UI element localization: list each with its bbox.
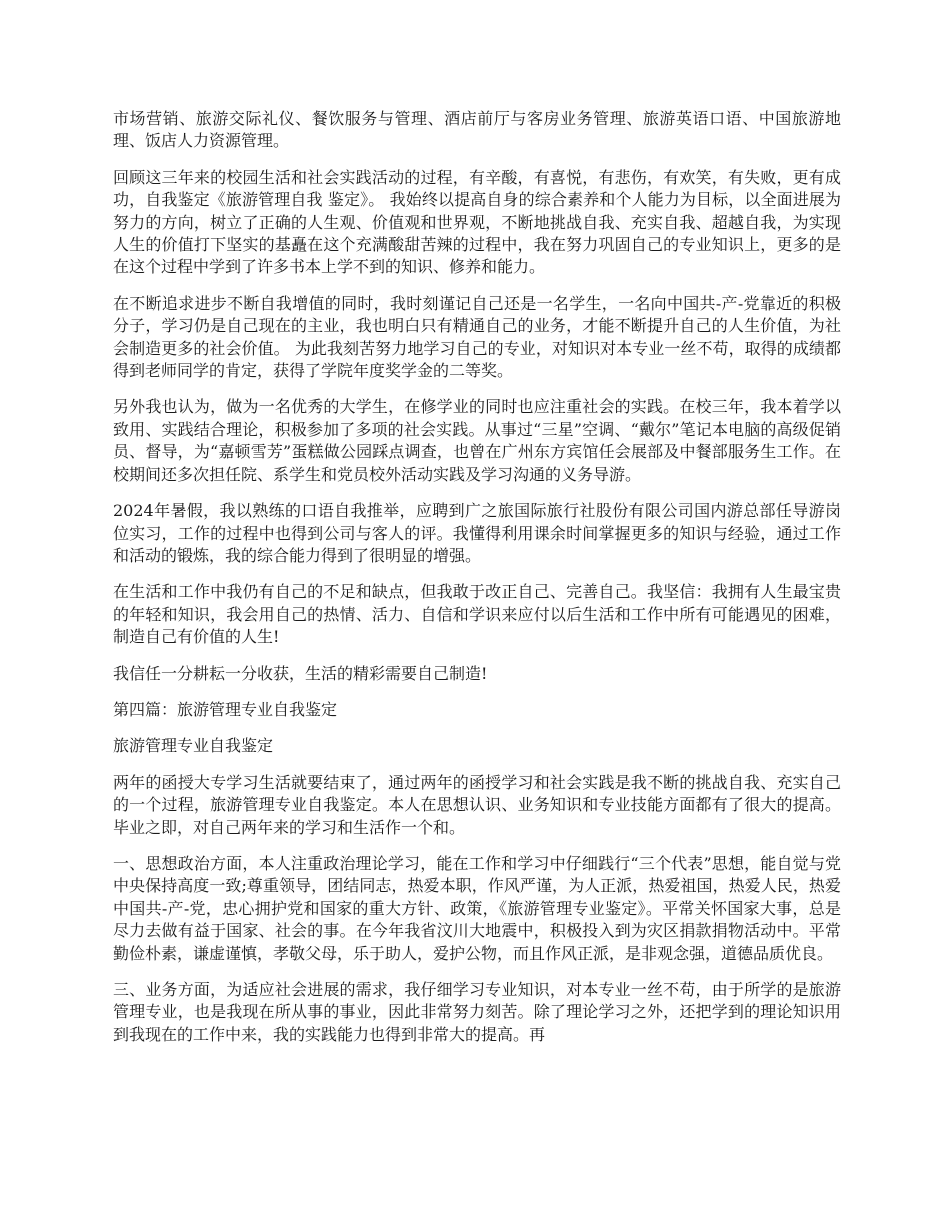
paragraph-study: 在不断追求进步不断自我增值的同时，我时刻谨记自己还是一名学生，一名向中国共-产-党靠近的积极分子，学习仍是自己现在的主业，我也明白只有精通自己的业务，才能不断提升自己的人生价值，为社会制造更多的社会价值。 为此我刻苦努力地学习自己的专业，对知识对本专业一丝不苟，取得的成绩都得到老师同学的肯定，获得了学院年度奖学金的二等奖。 [113, 293, 841, 381]
paragraph-practice: 另外我也认为，做为一名优秀的大学生，在修学业的同时也应注重社会的实践。在校三年，我本着学以致用、实践结合理论，积极参加了多项的社会实践。从事过“三星”空调、“戴尔”笔记本电脑的高级促销员、督导，为“嘉顿雪芳”蛋糕做公园踩点调查，也曾在广州东方宾馆任会展部及中餐部服务生工作。在校期间还多次担任院、系学生和党员校外活动实践及学习沟通的义务导游。 [113, 397, 841, 484]
paragraph-belief: 我信任一分耕耘一分收获，生活的精彩需要自己制造! [113, 663, 488, 683]
paragraph-political: 一、思想政治方面，本人注重政治理论学习，能在工作和学习中仔细践行“三个代表”思想，能自觉与党中央保持高度一致;尊重领导，团结同志，热爱本职，作风严谨，为人正派，热爱祖国，热爱人民，热爱中国共-产-党，忠心拥护党和国家的重大方针、政策，《旅游管理专业鉴定》。平常关怀国家大事，总是尽力去做有益于国家、社会的事。在今年我省汶川大地震中，积极投入到为灾区捐款捐物活动中。平常勤俭朴素，谦虚谨慎，孝敬父母，乐于助人，爱护公物，而且作风正派，是非观念强，道德品质优良。 [113, 853, 841, 963]
document-page [113, 108, 841, 1060]
paragraph-internship: 2024年暑假，我以熟练的口语自我推举，应聘到广之旅国际旅行社股份有限公司国内游总部任导游岗位实习，工作的过程中也得到公司与客人的评。我懂得利用课余时间掌握更多的知识与经验，通过工作和活动的锻炼，我的综合能力得到了很明显的增强。 [113, 501, 841, 565]
section-subtitle: 旅游管理专业自我鉴定 [113, 736, 274, 756]
paragraph-improvement: 在生活和工作中我仍有自己的不足和缺点，但我敢于改正自己、完善自己。我坚信：我拥有人生最宝贵的年轻和知识，我会用自己的热情、活力、自信和学识来应付以后生活和工作中所有可能遇见的困难，制造自己有价值的人生! [113, 582, 841, 647]
paragraph-review: 回顾这三年来的校园生活和社会实践活动的过程，有辛酸，有喜悦，有悲伤，有欢笑，有失败，更有成功，自我鉴定《旅游管理自我 鉴定》。 我始终以提高自身的综合素养和个人能力为目标，以全面进展为努力的方向，树立了正确的人生观、价值观和世界观，不断地挑战自我、充实自我、超越自我，为实现人生的价值打下坚实的基矗在这个充满酸甜苦辣的过程中，我在努力巩固自己的专业知识上，更多的是在这个过程中学到了许多书本上学不到的知识、修养和能力。 [113, 167, 841, 277]
paragraph-intro: 两年的函授大专学习生活就要结束了，通过两年的函授学习和社会实践是我不断的挑战自我、充实自己的一个过程，旅游管理专业自我鉴定。本人在思想认识、业务知识和专业技能方面都有了很大的提高。毕业之即，对自己两年来的学习和生活作一个和。 [113, 772, 841, 837]
paragraph-business: 三、业务方面，为适应社会进展的需求，我仔细学习专业知识，对本专业一丝不苟，由于所学的是旅游管理专业，也是我现在所从事的事业，因此非常努力刻苦。除了理论学习之外，还把学到的理论知识用到我现在的工作中来，我的实践能力也得到非常大的提高。再 [113, 980, 841, 1044]
section-heading: 第四篇：旅游管理专业自我鉴定 [113, 699, 338, 719]
paragraph-courses: 市场营销、旅游交际礼仪、餐饮服务与管理、酒店前厅与客房业务管理、旅游英语口语、中国旅游地理、饭店人力资源管理。 [113, 109, 841, 151]
